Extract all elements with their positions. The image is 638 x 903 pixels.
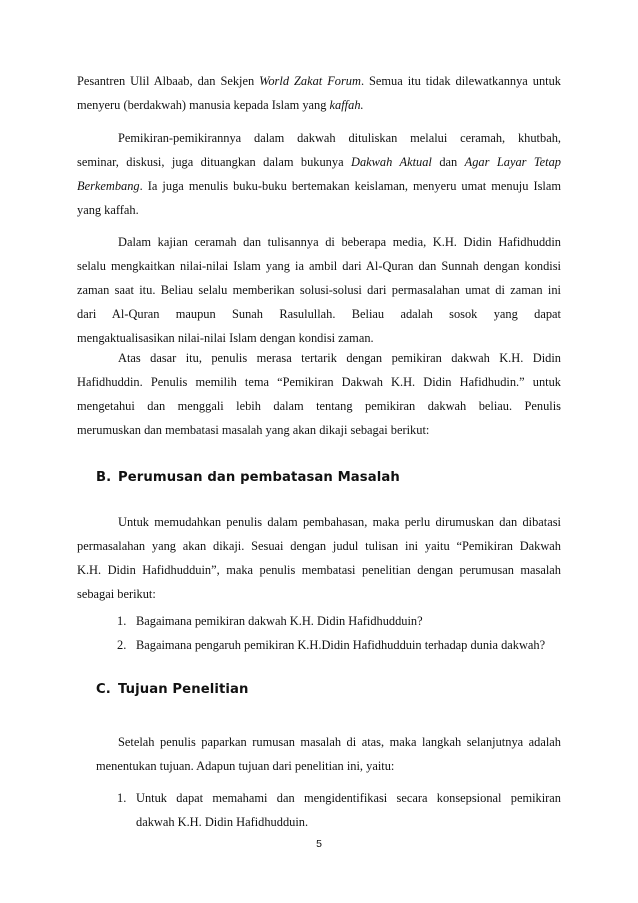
section-heading-b (96, 470, 400, 485)
text-line: Dalam kajian ceramah dan tulisannya di beberapa media, K.H. Didin Hafidhuddin (118, 235, 561, 249)
text-line: Setelah penulis paparkan rumusan masalah di atas, maka langkah selanjutnya adalah (118, 735, 561, 749)
list-number: 1. (117, 614, 127, 628)
text-line: selalu mengkaitkan nilai-nilai Islam yang ia ambil dari Al-Quran dan Sunnah dengan kondisi (77, 259, 561, 273)
text-line: zaman saat itu. Beliau selalu memberikan solusi-solusi dari permasalahan umat di zaman ini (77, 283, 561, 297)
paragraph-thoughts (77, 126, 561, 222)
list-text: Bagaimana pemikiran dakwah K.H. Didin Hafidhudduin? (136, 614, 423, 628)
section-title: Tujuan Penelitian (118, 682, 249, 697)
page-number: 5 (316, 838, 322, 850)
list-text: dakwah K.H. Didin Hafidhudduin. (136, 815, 309, 829)
text-line: Pesantren Ulil Albaab, dan Sekjen World Zakat Forum. Semua itu tidak dilewatkannya untuk (77, 74, 561, 88)
text-line: Untuk memudahkan penulis dalam pembahasan, maka perlu dirumuskan dan dibatasi (118, 515, 561, 529)
text-line: yang kaffah. (77, 203, 139, 217)
section-number: B. (96, 470, 112, 485)
text-line: Pemikiran-pemikirannya dalam dakwah dituliskan melalui ceramah, khutbah, (118, 131, 561, 145)
text-line: dari Al-Quran maupun Sunah Rasulullah. Beliau adalah sosok yang dapat (77, 307, 561, 321)
paragraph-intro-continuation (77, 69, 561, 117)
section-number: C. (96, 682, 111, 697)
list-text: Bagaimana pengaruh pemikiran K.H.Didin Hafidhudduin terhadap dunia dakwah? (136, 638, 546, 652)
text-line: Berkembang. Ia juga menulis buku-buku bertemakan keislaman, menyeru umat menuju Islam (77, 179, 561, 193)
list-number: 1. (117, 791, 127, 805)
paragraph-studies (77, 230, 561, 350)
text-line: seminar, diskusi, juga dituangkan dalam bukunya Dakwah Aktual dan Agar Layar Tetap (77, 155, 562, 169)
text-line: menentukan tujuan. Adapun tujuan dari penelitian ini, yaitu: (96, 759, 395, 773)
text-line: K.H. Didin Hafidhudduin”, maka penulis membatasi penelitian dengan perumusan masalah (77, 563, 561, 577)
list-item (117, 633, 561, 657)
list-item (117, 786, 561, 834)
list-number: 2. (117, 638, 127, 652)
paragraph-motivation (77, 346, 561, 442)
text-line: mengaktualisasikan nilai-nilai Islam dengan kondisi zaman. (77, 331, 374, 345)
paragraph-research-goals (96, 730, 561, 778)
section-title: Perumusan dan pembatasan Masalah (118, 470, 400, 485)
paragraph-problem-formulation (77, 510, 561, 606)
text-line: mengetahui dan menggali lebih dalam tentang pemikiran dakwah beliau. Penulis (77, 399, 561, 413)
text-line: Hafidhuddin. Penulis memilih tema “Pemikiran Dakwah K.H. Didin Hafidhudin.” untuk (77, 375, 561, 389)
text-line: sebagai berikut: (77, 587, 156, 601)
text-line: permasalahan yang akan dikaji. Sesuai dengan judul tulisan ini yaitu “Pemikiran Dakwah (77, 539, 561, 553)
section-heading-c (96, 682, 249, 697)
list-text: Untuk dapat memahami dan mengidentifikasi secara konsepsional pemikiran (136, 791, 561, 805)
text-line: Atas dasar itu, penulis merasa tertarik dengan pemikiran dakwah K.H. Didin (118, 351, 561, 365)
list-item (117, 609, 561, 633)
text-line: merumuskan dan membatasi masalah yang akan dikaji sebagai berikut: (77, 423, 430, 437)
text-line: menyeru (berdakwah) manusia kepada Islam yang kaffah. (77, 98, 364, 112)
